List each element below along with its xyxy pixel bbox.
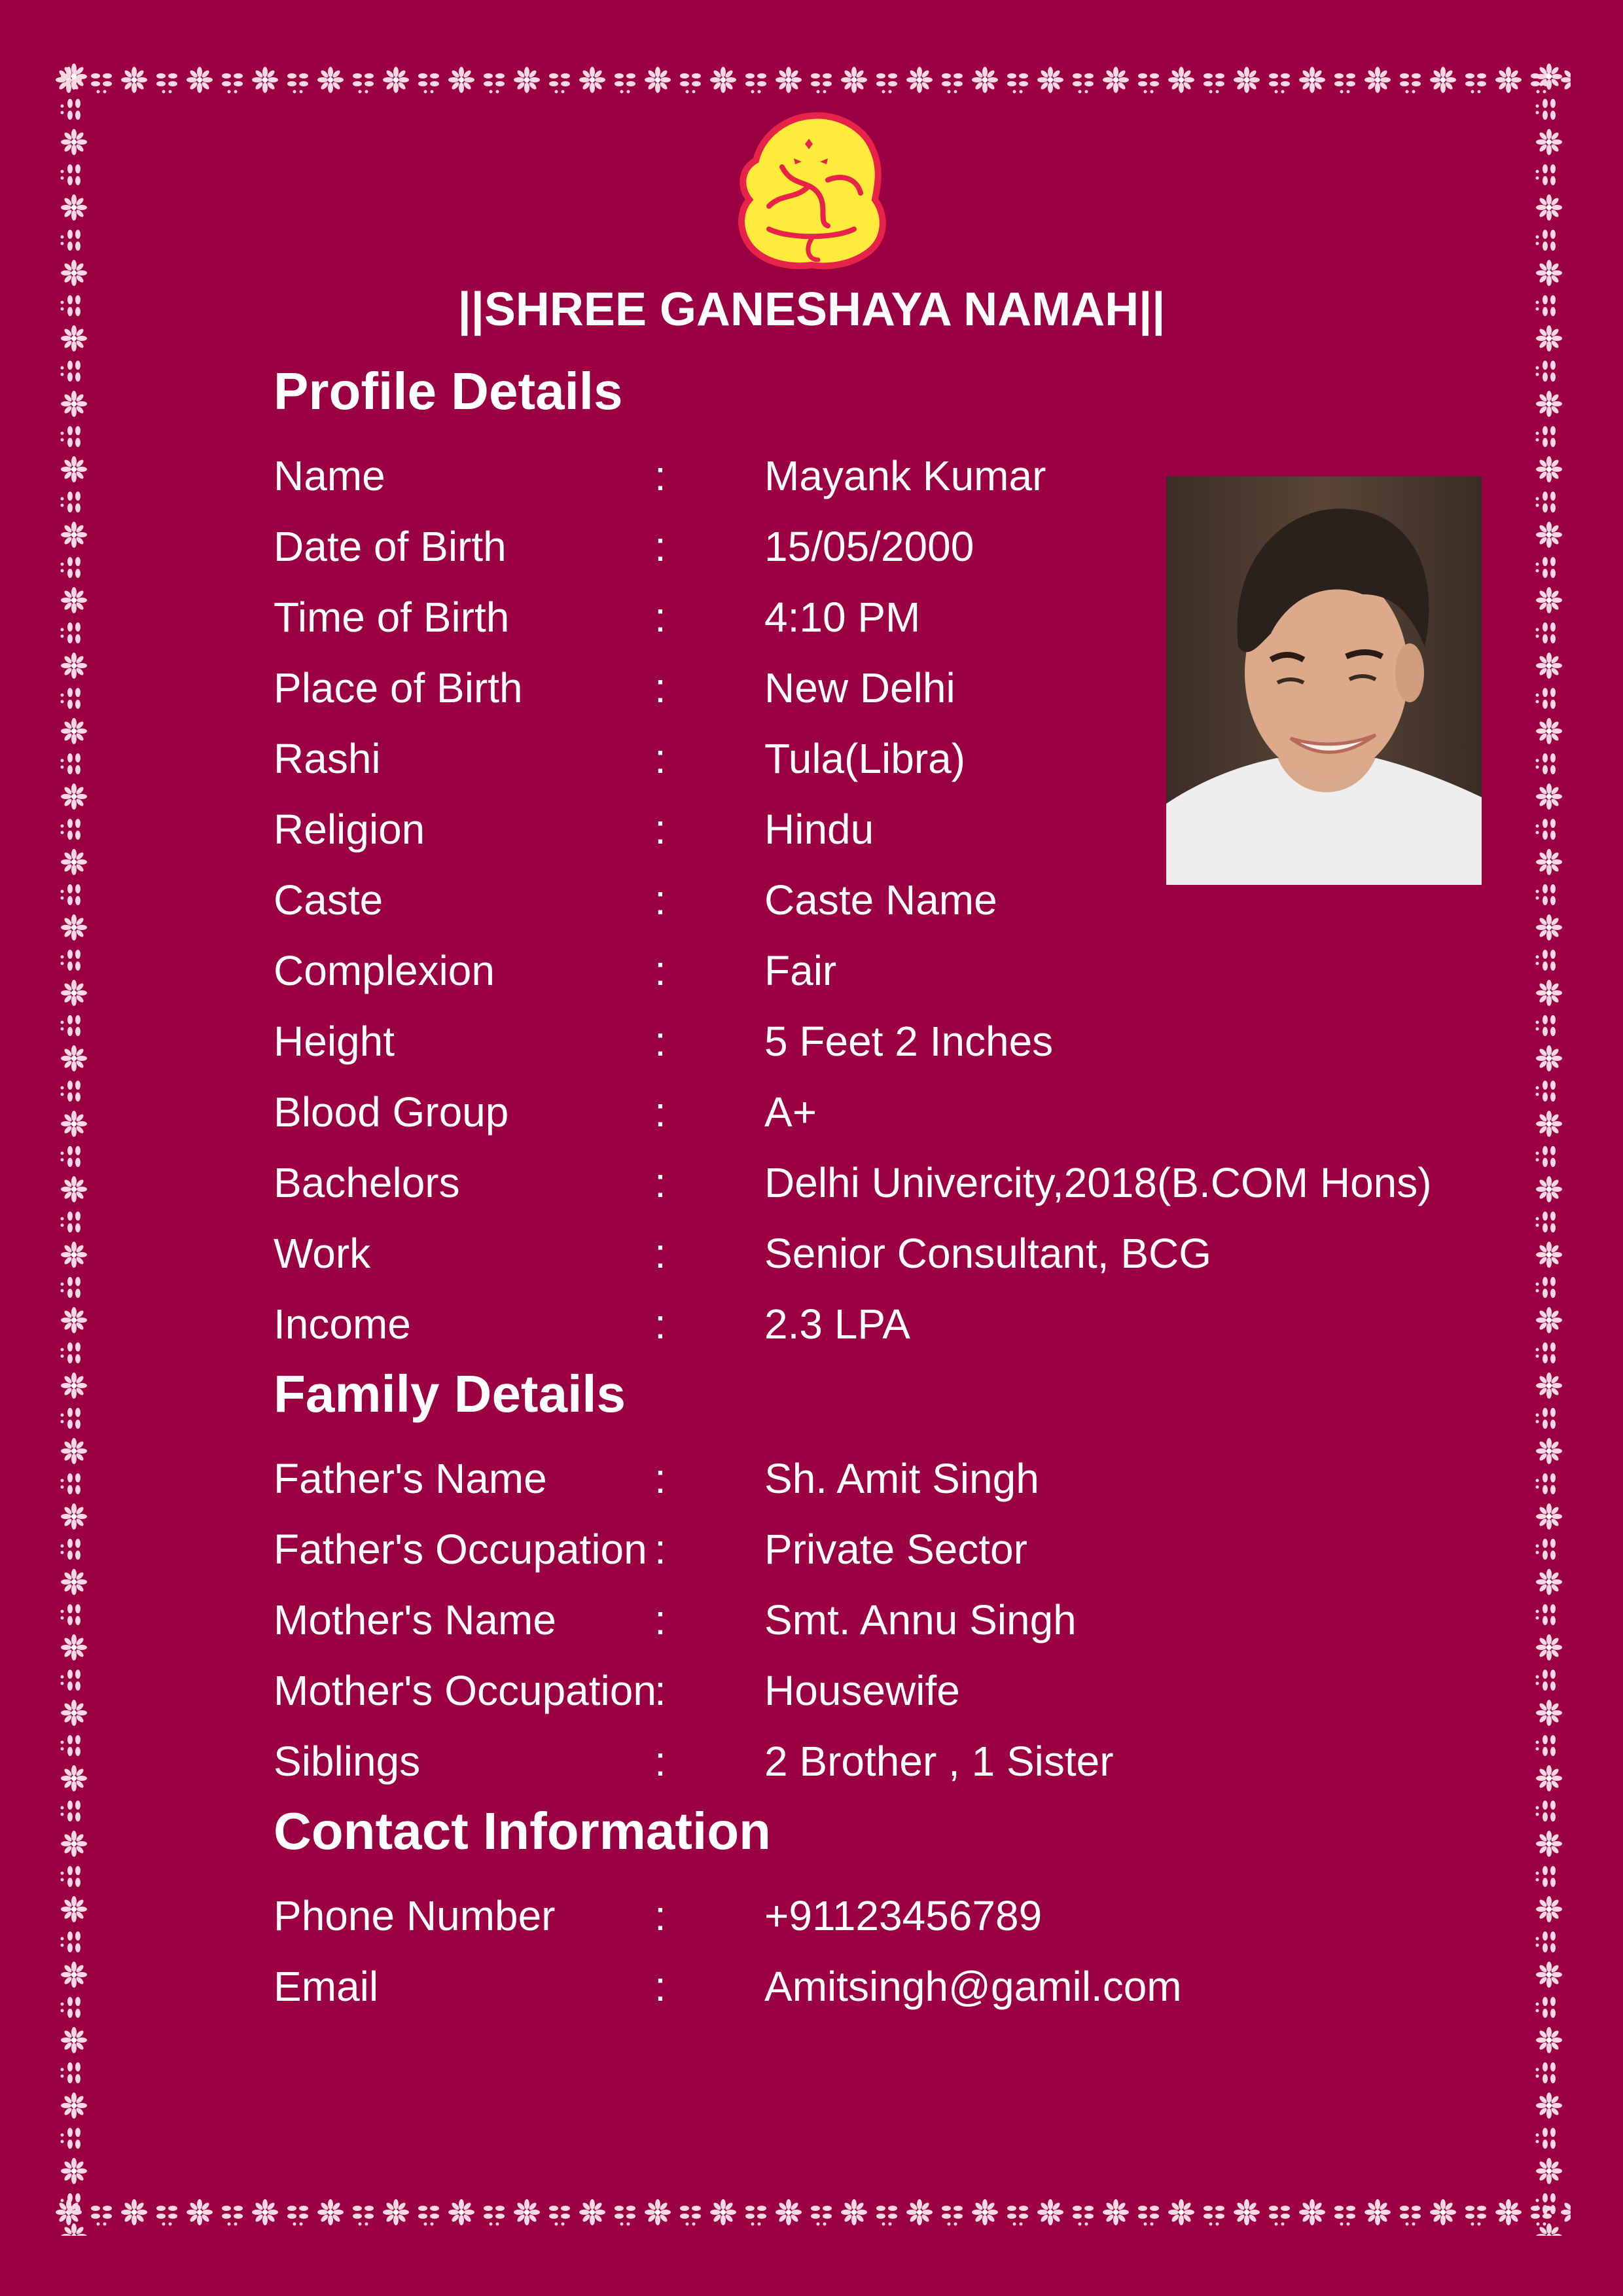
floral-border-top (52, 60, 1571, 103)
floral-border-right (1527, 60, 1571, 2236)
field-value: 2 Brother , 1 Sister (764, 1738, 1114, 1785)
field-label: Email (274, 1963, 379, 2010)
field-separator: : (654, 1159, 666, 1206)
field-value: 4:10 PM (764, 594, 921, 641)
field-label: Place of Birth (274, 664, 523, 711)
field-separator: : (654, 1300, 666, 1348)
field-value: 2.3 LPA (764, 1300, 910, 1348)
field-value: Housewife (764, 1667, 960, 1714)
field-label: Rashi (274, 735, 381, 782)
field-label: Siblings (274, 1738, 421, 1785)
field-label: Income (274, 1300, 411, 1348)
field-separator: : (654, 735, 666, 782)
field-value: Caste Name (764, 876, 997, 924)
field-separator: : (654, 1230, 666, 1277)
field-value: Mayank Kumar (764, 452, 1046, 499)
field-separator: : (654, 1963, 666, 2010)
field-label: Caste (274, 876, 383, 924)
field-separator: : (654, 664, 666, 711)
field-label: Name (274, 452, 385, 499)
field-value: Sh. Amit Singh (764, 1455, 1039, 1502)
field-separator: : (654, 523, 666, 570)
field-label: Time of Birth (274, 594, 510, 641)
field-label: Complexion (274, 947, 495, 994)
contact-information-heading: Contact Information (274, 1802, 771, 1860)
ganesha-icon (730, 108, 893, 272)
field-value: New Delhi (764, 664, 955, 711)
field-separator: : (654, 1892, 666, 1939)
field-label: Height (274, 1018, 395, 1065)
field-label: Father's Name (274, 1455, 547, 1502)
field-separator: : (654, 452, 666, 499)
field-value: 15/05/2000 (764, 523, 974, 570)
field-label: Blood Group (274, 1088, 509, 1136)
mantra-heading: ||SHREE GANESHAYA NAMAH|| (457, 283, 1166, 336)
field-value: A+ (764, 1088, 817, 1136)
floral-border-bottom (52, 2193, 1571, 2236)
field-value: Private Sector (764, 1526, 1027, 1573)
field-separator: : (654, 1738, 666, 1785)
field-value: Senior Consultant, BCG (764, 1230, 1211, 1277)
field-separator: : (654, 1667, 666, 1714)
field-separator: : (654, 1455, 666, 1502)
field-value: Hindu (764, 806, 874, 853)
field-value: Amitsingh@gamil.com (764, 1963, 1182, 2010)
field-label: Religion (274, 806, 425, 853)
field-label: Phone Number (274, 1892, 556, 1939)
field-separator: : (654, 947, 666, 994)
field-value: 5 Feet 2 Inches (764, 1018, 1054, 1065)
field-label: Bachelors (274, 1159, 460, 1206)
field-label: Work (274, 1230, 371, 1277)
field-separator: : (654, 1596, 666, 1643)
field-label: Mother's Name (274, 1596, 556, 1643)
field-value: Delhi Univercity,2018(B.COM Hons) (764, 1159, 1432, 1206)
profile-details-heading: Profile Details (274, 362, 623, 420)
field-label: Mother's Occupation (274, 1667, 656, 1714)
field-separator: : (654, 594, 666, 641)
field-label: Date of Birth (274, 523, 507, 570)
field-separator: : (654, 1088, 666, 1136)
family-details-heading: Family Details (274, 1365, 626, 1423)
field-separator: : (654, 1526, 666, 1573)
field-value: Tula(Libra) (764, 735, 966, 782)
portrait-photo (1166, 476, 1482, 885)
floral-border-left (52, 60, 96, 2236)
field-label: Father's Occupation (274, 1526, 647, 1573)
field-separator: : (654, 806, 666, 853)
field-value: Fair (764, 947, 837, 994)
field-separator: : (654, 1018, 666, 1065)
field-value: Smt. Annu Singh (764, 1596, 1077, 1643)
field-value: +91123456789 (764, 1892, 1043, 1939)
field-separator: : (654, 876, 666, 924)
